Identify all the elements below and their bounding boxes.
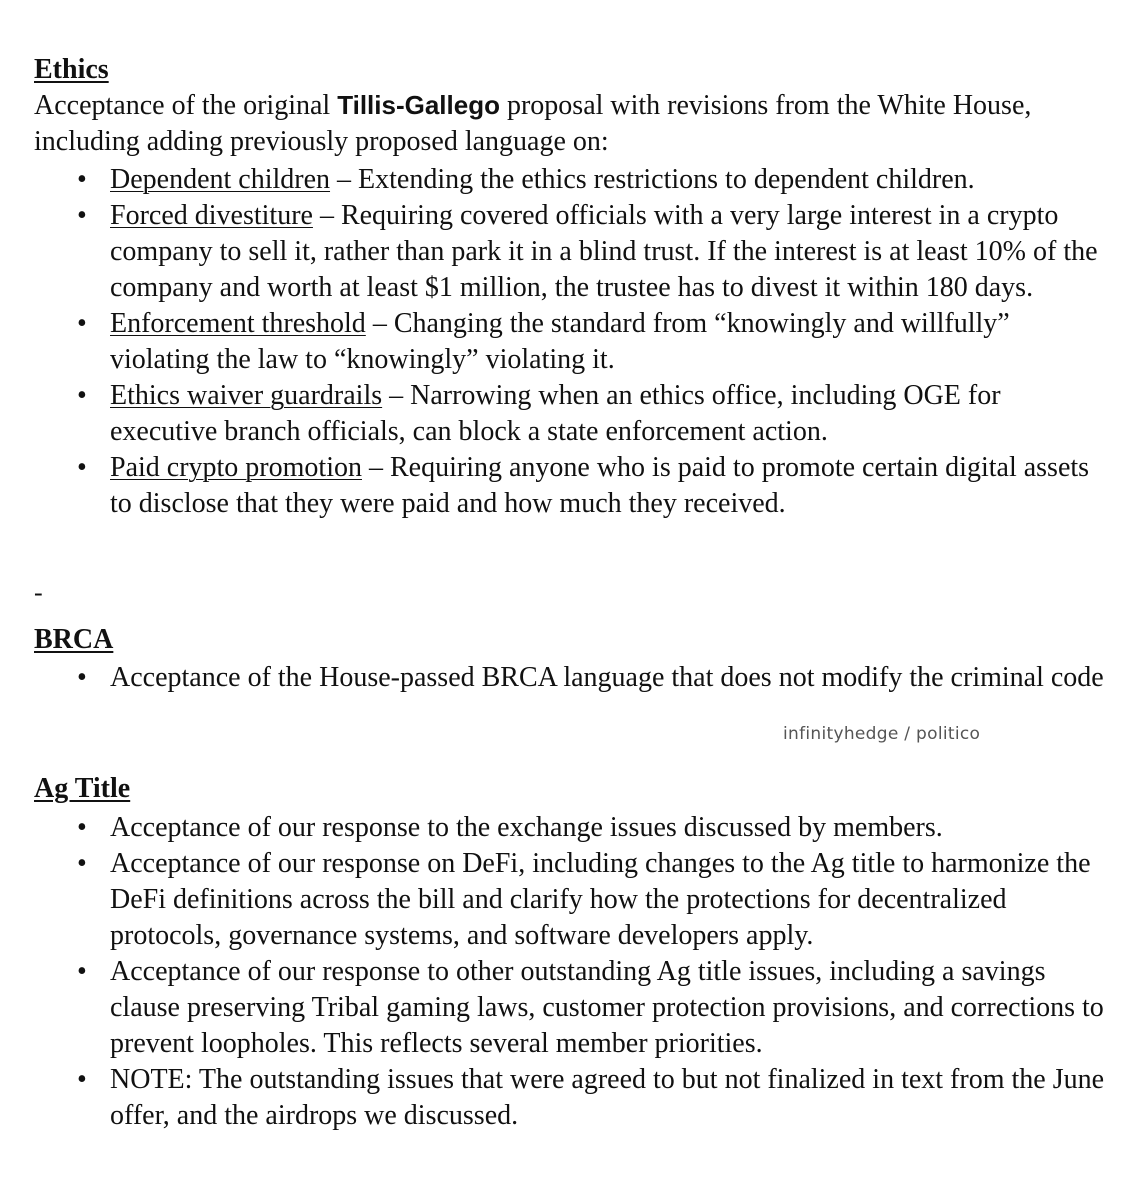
- list-item: [0, 162, 1110, 198]
- item-term: Paid crypto promotion: [110, 452, 362, 483]
- item-term: Dependent children: [110, 164, 331, 195]
- list-item: [0, 450, 1110, 522]
- bullet-icon: •: [77, 1064, 87, 1095]
- brca-bullet-list: [0, 660, 1110, 696]
- bullet-icon: •: [77, 848, 87, 879]
- list-item: [0, 1062, 1110, 1134]
- section-heading-ethics: Ethics: [34, 54, 109, 85]
- list-item: [0, 810, 1110, 846]
- list-item: [0, 660, 1110, 696]
- list-item: [0, 198, 1110, 306]
- ethics-intro-paragraph: [34, 87, 1094, 160]
- section-heading-brca: BRCA: [34, 624, 114, 655]
- list-item: [0, 306, 1110, 378]
- item-text: – Requiring covered officials with a very large interest in a crypto company to sell it, rather than park it in a blind trust. If the interest is at least 10% of the company and worth at least $1 million, the trustee has to divest it within 180 days.: [110, 200, 1098, 303]
- item-term: Forced divestiture: [110, 200, 313, 231]
- list-item: [0, 378, 1110, 450]
- bullet-icon: •: [77, 200, 87, 231]
- watermark-text: infinityhedge / politico: [783, 724, 981, 744]
- list-item: [0, 954, 1110, 1062]
- item-text: – Narrowing when an ethics office, including OGE for executive branch officials, can block a state enforcement action.: [110, 380, 1001, 447]
- ethics-intro-after: proposal with revisions from the White House, including adding previously proposed language on:: [34, 90, 1032, 157]
- item-term: Ethics waiver guardrails: [110, 380, 383, 411]
- item-term: Enforcement threshold: [110, 308, 366, 339]
- item-text: – Requiring anyone who is paid to promote certain digital assets to disclose that they were paid and how much they received.: [110, 452, 1090, 519]
- item-text: – Extending the ethics restrictions to dependent children.: [330, 164, 975, 195]
- ethics-intro-before: Acceptance of the original: [34, 90, 338, 121]
- ethics-intro-bold: Tillis-Gallego: [337, 90, 500, 120]
- bullet-icon: •: [77, 452, 87, 483]
- list-item: [0, 846, 1110, 954]
- item-text: – Changing the standard from “knowingly and willfully” violating the law to “knowingly” violating it.: [110, 308, 1010, 375]
- bullet-icon: •: [77, 812, 87, 843]
- bullet-icon: •: [77, 380, 87, 411]
- bullet-icon: •: [77, 956, 87, 987]
- ethics-bullet-list: [0, 162, 1110, 522]
- bullet-icon: •: [77, 308, 87, 339]
- bullet-icon: •: [77, 164, 87, 195]
- item-text: NOTE: The outstanding issues that were agreed to but not finalized in text from the June offer, and the airdrops we discussed.: [110, 1064, 1105, 1131]
- section-separator: -: [34, 578, 43, 607]
- bullet-icon: •: [77, 662, 87, 693]
- section-heading-ag-title: Ag Title: [34, 773, 131, 804]
- ag-title-bullet-list: [0, 810, 1110, 1134]
- item-text: Acceptance of the House-passed BRCA language that does not modify the criminal code: [110, 662, 1104, 693]
- item-text: Acceptance of our response on DeFi, including changes to the Ag title to harmonize the DeFi definitions across the bill and clarify how the protections for decentralized protocols, governance systems, and software developers apply.: [110, 848, 1091, 951]
- item-text: Acceptance of our response to other outstanding Ag title issues, including a savings clause preserving Tribal gaming laws, customer protection provisions, and corrections to prevent loopholes. This reflects several member priorities.: [110, 956, 1104, 1059]
- item-text: Acceptance of our response to the exchange issues discussed by members.: [110, 812, 943, 843]
